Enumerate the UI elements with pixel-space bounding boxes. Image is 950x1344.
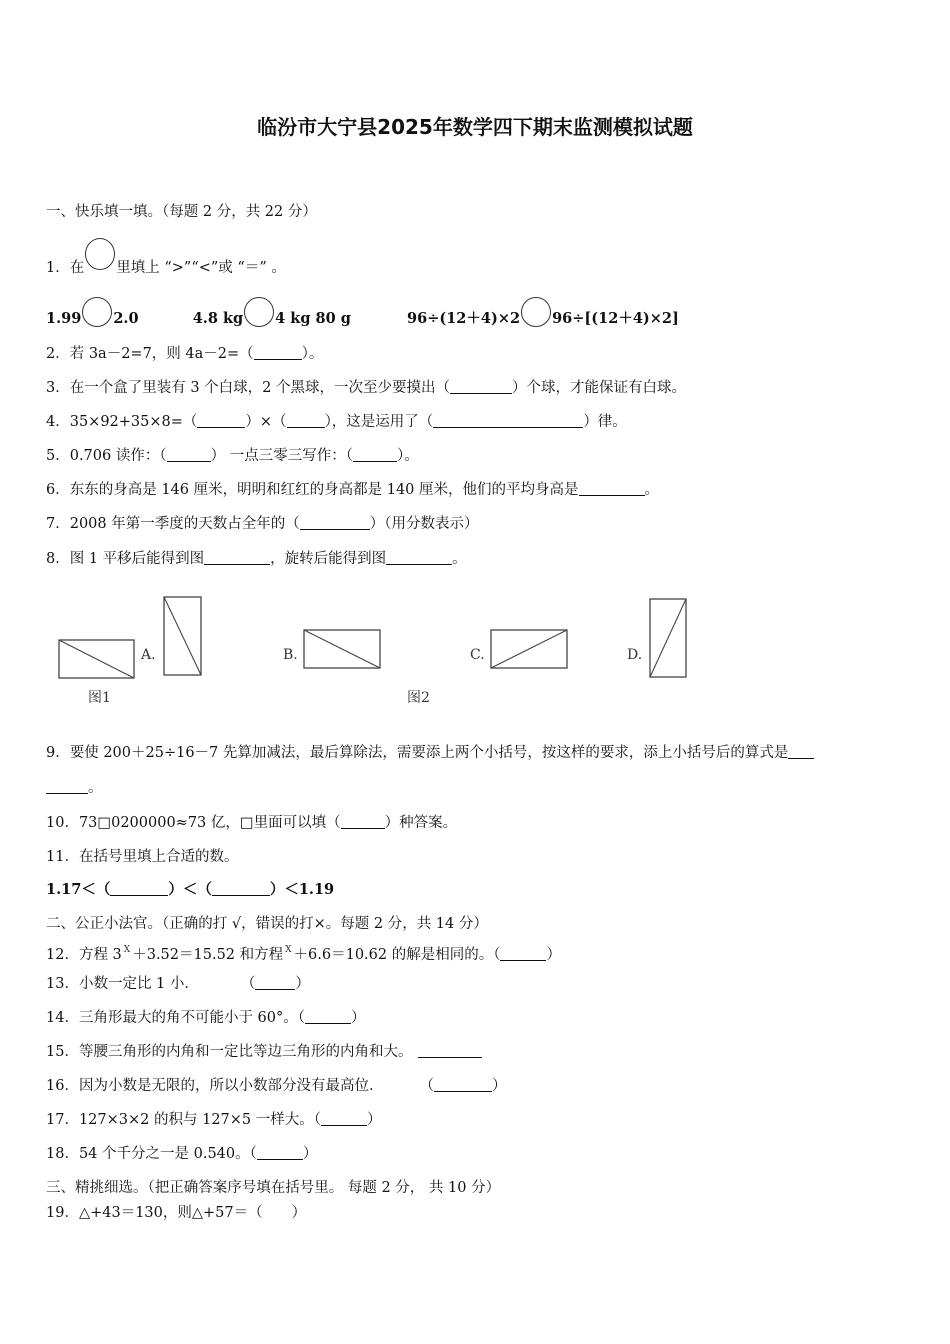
answer-blank[interactable] (46, 779, 88, 794)
question-14 (46, 1008, 366, 1028)
answer-blank[interactable] (254, 345, 302, 360)
q8-part-b: ，旋转后能得到图 (270, 551, 387, 567)
figure-2-label: 图2 (407, 690, 430, 706)
figure-1-rectangle (58, 639, 136, 681)
q12-end: ） (546, 947, 561, 963)
q8-part-a: 8．图 1 平移后能得到图 (46, 551, 205, 567)
option-c-label: C. (470, 647, 485, 663)
answer-blank[interactable] (321, 1111, 367, 1126)
q1-suffix: 里填上 “>”“<”或 “＝” 。 (116, 260, 286, 276)
answer-blank[interactable] (287, 413, 325, 428)
q4-part-c: ），这是运用了（ (324, 414, 434, 430)
q11-part-b: ）＜（ (168, 881, 212, 898)
option-c-rectangle (490, 629, 570, 671)
question-15 (46, 1042, 482, 1062)
question-1-items (46, 297, 679, 329)
answer-blank[interactable] (257, 1145, 303, 1160)
option-a-rectangle (163, 596, 203, 678)
question-2 (46, 344, 323, 364)
question-19: 19．△+43＝130，则△+57＝（ ） (46, 1205, 307, 1221)
section-1-heading: 一、快乐填一填。（每题 2 分，共 22 分） (46, 204, 317, 220)
answer-blank[interactable] (788, 744, 814, 759)
answer-blank[interactable] (500, 946, 546, 961)
q17-text: 17．127×3×2 的积与 127×5 一样大。（ (46, 1112, 322, 1128)
q18-text: 18．54 个千分之一是 0.540。（ (46, 1146, 257, 1162)
q6-text: 6．东东的身高是 146 厘米，明明和红红的身高都是 140 厘米，他们的平均身高是 (46, 482, 579, 498)
answer-blank[interactable] (434, 1077, 492, 1092)
q1-item-1-left: 1.99 (46, 310, 82, 327)
question-11: 11．在括号里填上合适的数。 (46, 849, 239, 865)
q8-part-c: 。 (452, 551, 467, 567)
q1-item-3-left: 96÷(12＋4)×2 (407, 310, 521, 327)
q1-item-3-right: 96÷[(12＋4)×2] (552, 310, 679, 327)
q1-item-1-right: 2.0 (113, 310, 139, 327)
q4-part-b: ）×（ (245, 414, 287, 430)
option-d-label: D. (627, 647, 643, 663)
answer-blank[interactable] (167, 447, 211, 462)
q11-part-a: 1.17＜（ (46, 881, 111, 898)
q3-text: 3．在一个盒了里装有 3 个白球，2 个黑球，一次至少要摸出（ (46, 380, 451, 396)
option-b-rectangle (303, 629, 383, 671)
option-b-label: B. (283, 647, 298, 663)
q16-end: ） (491, 1078, 507, 1094)
q5-part-a: 5．0.706 读作：（ (46, 448, 167, 464)
q11-part-c: ）＜1.19 (269, 881, 335, 898)
answer-blank[interactable] (197, 413, 245, 428)
answer-blank[interactable] (353, 447, 397, 462)
answer-blank[interactable] (204, 550, 270, 565)
option-d-rectangle (649, 598, 689, 680)
question-9 (46, 743, 814, 763)
q14-text: 14．三角形最大的角不可能小于 60°。（ (46, 1010, 306, 1026)
q9-end: 。 (88, 780, 103, 796)
section-3-heading: 三、精挑细选。（把正确答案序号填在括号里。 每题 2 分， 共 10 分） (46, 1180, 501, 1196)
question-4 (46, 412, 627, 432)
q5-part-c: ）。 (396, 448, 419, 464)
answer-blank[interactable] (433, 413, 583, 428)
answer-blank[interactable] (110, 881, 168, 896)
q12-part-b: ＋3.52＝15.52 和方程 (132, 947, 284, 963)
q17-end: ） (367, 1112, 382, 1128)
question-12 (46, 940, 561, 965)
q4-part-d: ）律。 (583, 414, 627, 430)
answer-blank[interactable] (255, 975, 295, 990)
variable-x: X (123, 945, 131, 955)
q2-end: ）。 (301, 346, 324, 362)
q1-item-2-right: 4 kg 80 g (275, 310, 351, 327)
q13-open: （ (240, 976, 256, 992)
q6-end: 。 (644, 482, 660, 498)
figure-1-label: 图1 (88, 690, 111, 706)
q7-end: ）（用分数表示） (369, 516, 479, 532)
question-8 (46, 549, 467, 569)
question-18 (46, 1144, 317, 1164)
q7-text: 7．2008 年第一季度的天数占全年的（ (46, 516, 300, 532)
question-6 (46, 480, 659, 500)
question-16 (46, 1076, 506, 1096)
answer-blank[interactable] (579, 481, 645, 496)
q12-part-a: 12．方程 3 (46, 947, 122, 963)
compare-circle-3[interactable] (521, 297, 551, 327)
q15-text: 15．等腰三角形的内角和一定比等边三角形的内角和大。 (46, 1044, 413, 1060)
question-17 (46, 1110, 382, 1130)
question-9-continued (46, 778, 103, 798)
q18-end: ） (302, 1146, 318, 1162)
question-1 (46, 238, 286, 278)
q9-text: 9．要使 200＋25÷16－7 先算加减法，最后算除法，需要添上两个小括号，按这样的要求，添上小括号后的算式是 (46, 745, 789, 761)
q13-text: 13．小数一定比 1 小． (46, 976, 199, 992)
q1-item-2 (193, 310, 356, 327)
q16-open: （ (419, 1078, 434, 1094)
q16-text: 16．因为小数是无限的，所以小数部分没有最高位． (46, 1078, 384, 1094)
circle-icon (85, 238, 115, 270)
q10-text: 10．73□0200000≈73 亿，□里面可以填（ (46, 815, 341, 831)
q12-part-c: ＋6.6＝10.62 的解是相同的。（ (293, 947, 501, 963)
q5-part-b: ） 一点三零三写作：（ (210, 448, 353, 464)
q3-end: ）个球，才能保证有白球。 (512, 380, 687, 396)
question-10 (46, 813, 457, 833)
answer-blank[interactable] (418, 1043, 482, 1058)
section-2-heading: 二、公正小法官。（正确的打 √，错误的打×。每题 2 分，共 14 分） (46, 916, 488, 932)
variable-x: X (285, 945, 292, 955)
q2-text: 2．若 3a－2=7，则 4a－2=（ (46, 346, 254, 362)
question-11-inequality (46, 880, 334, 900)
q1-item-1 (46, 310, 144, 327)
question-13 (46, 974, 310, 994)
option-a-label: A. (141, 647, 156, 663)
q1-prefix: 1．在 (46, 260, 85, 276)
question-5 (46, 446, 419, 466)
q4-part-a: 4．35×92+35×8=（ (46, 414, 198, 430)
answer-blank[interactable] (450, 379, 512, 394)
question-7 (46, 514, 479, 534)
answer-blank[interactable] (212, 881, 270, 896)
q1-item-3 (407, 310, 679, 327)
answer-blank[interactable] (341, 814, 385, 829)
q1-item-2-left: 4.8 kg (192, 310, 244, 327)
compare-circle-2[interactable] (244, 297, 274, 327)
q10-end: ）种答案。 (384, 815, 458, 831)
answer-blank[interactable] (300, 515, 370, 530)
page-title: 临汾市大宁县2025年数学四下期末监测模拟试题 (257, 115, 693, 139)
q13-end: ） (295, 976, 310, 992)
q14-end: ） (351, 1010, 366, 1026)
answer-blank[interactable] (305, 1009, 351, 1024)
compare-circle-1[interactable] (82, 297, 112, 327)
answer-blank[interactable] (386, 550, 452, 565)
question-3 (46, 378, 686, 398)
